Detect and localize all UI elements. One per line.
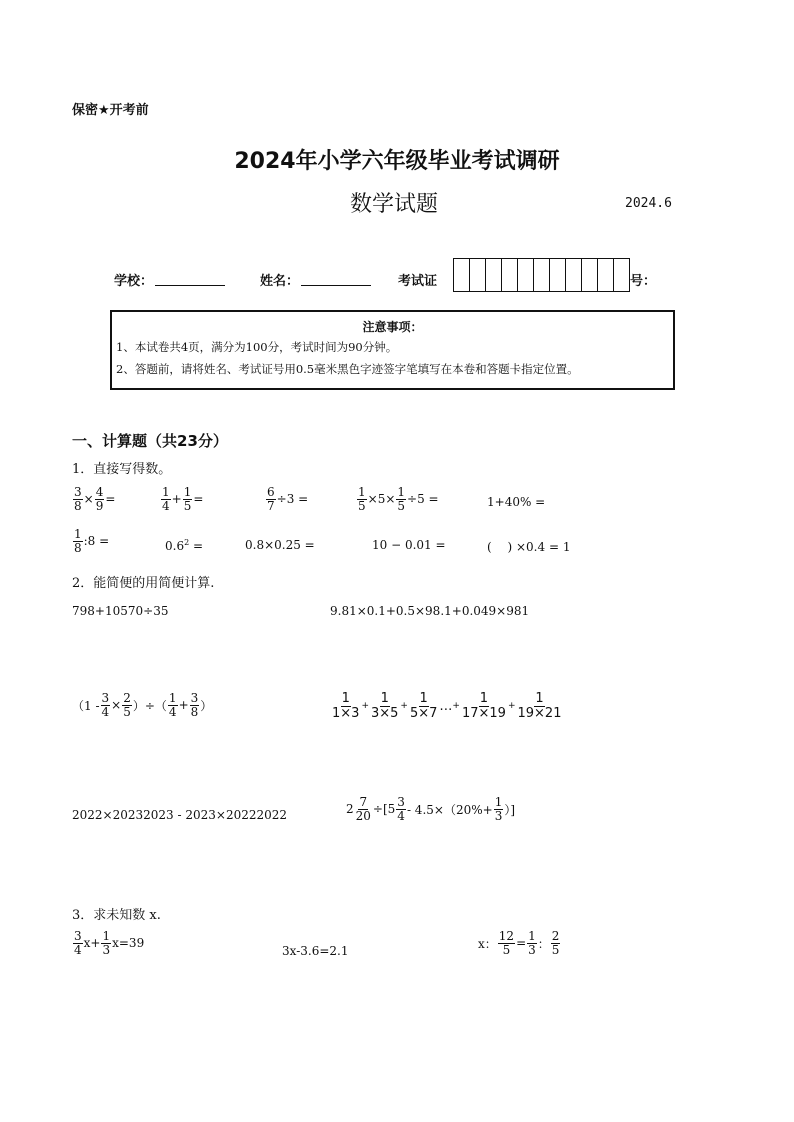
q2-problem-2: 9.81×0.1+0.5×98.1+0.049×981	[330, 604, 530, 618]
notice-line-2: 2、答题前，请将姓名、考试证号用0.5毫米黑色字迹签字笔填写在本卷和答题卡指定位置。	[116, 362, 579, 376]
fraction: $\frac{1}{3\times 5}$	[370, 691, 399, 721]
q2-problem-1: 798+10570÷35	[72, 604, 169, 618]
school-label: 学校：	[114, 274, 154, 289]
fraction: $\frac{1}{8}$	[74, 527, 82, 555]
exam-subtitle: 数学试题	[350, 192, 439, 217]
exam-id-label: 考试证	[398, 274, 438, 289]
fraction: $\frac{4}{9}$	[95, 485, 104, 513]
q2-problem-3: （1 - $\frac{3}{4}$ × $\frac{2}{5}$ ）÷（ $\frac{1}{4}$ + $\frac{3}{8}$ ）	[72, 691, 213, 719]
q3-equation-3: x： $\frac{12}{5}$ = $\frac{1}{3}$ ： $\frac{2}{5}$	[478, 929, 560, 957]
school-blank[interactable]	[155, 273, 225, 286]
fraction: $\frac{1}{4}$	[168, 691, 177, 719]
id-cell[interactable]	[486, 259, 502, 291]
q1-item-c: $\frac{6}{7}$ ÷3 =	[267, 485, 309, 513]
fraction: $\frac{6}{7}$	[267, 485, 275, 513]
id-cell[interactable]	[582, 259, 598, 291]
section-heading: 一、计算题（共23分）	[72, 432, 228, 450]
fraction: $\frac{2}{5}$	[123, 691, 131, 719]
name-label: 姓名：	[260, 274, 300, 289]
fraction: $\frac{1}{17\times 19}$	[461, 691, 506, 721]
q2-problem-4: $\frac{1}{1\times 3}$ + $\frac{1}{3\times 5}$ + $\frac{1}{5\times 7}$ … + $\frac{1}{17\times 19}$ + $\frac{1}{19\times 21}$	[332, 691, 562, 721]
fraction: $\frac{3}{4}$	[397, 795, 405, 823]
exam-title: 2024年小学六年级毕业考试调研	[234, 149, 560, 174]
name-blank[interactable]	[301, 273, 371, 286]
id-cell[interactable]	[550, 259, 566, 291]
fraction: $\frac{1}{5}$	[397, 485, 406, 513]
fraction: $\frac{1}{3}$	[528, 929, 536, 957]
q2-problem-5: 2022×20232023 - 2023×20222022	[72, 808, 288, 822]
q1-item-d: $\frac{1}{5}$ ×5× $\frac{1}{5}$ ÷5 =	[358, 485, 439, 513]
q3-equation-2: 3x-3.6=2.1	[282, 944, 349, 958]
q1-item-g: $0.6^2$ =	[165, 538, 204, 553]
question-2-title: 2．能简便的用简便计算.	[72, 576, 215, 591]
fraction: $\frac{1}{4}$	[162, 485, 170, 513]
id-cell[interactable]	[518, 259, 534, 291]
q1-item-b: $\frac{1}{4}$ + $\frac{1}{5}$ =	[162, 485, 204, 513]
q3-equation-1: $\frac{3}{4}$ x+ $\frac{1}{3}$ x=39	[74, 929, 145, 957]
fraction: $\frac{1}{3}$	[102, 929, 111, 957]
fraction: $\frac{3}{4}$	[74, 929, 82, 957]
notice-box	[110, 310, 675, 390]
id-cell[interactable]	[566, 259, 582, 291]
q1-item-j: ( ) ×0.4 = 1	[487, 540, 571, 554]
id-cell[interactable]	[470, 259, 486, 291]
id-cell[interactable]	[534, 259, 550, 291]
fraction: $\frac{1}{5}$	[183, 485, 192, 513]
fraction: $\frac{1}{19\times 21}$	[517, 691, 562, 721]
q1-item-h: 0.8×0.25 =	[245, 538, 315, 552]
q1-item-e: 1+40% =	[487, 495, 546, 509]
q1-item-f: $\frac{1}{8}$ :8 =	[74, 527, 110, 555]
school-field	[114, 270, 225, 289]
id-cell[interactable]	[598, 259, 614, 291]
number-label: 号：	[630, 274, 657, 289]
fraction: $\frac{3}{8}$	[190, 691, 199, 719]
id-cell[interactable]	[502, 259, 518, 291]
exam-id-boxes[interactable]	[453, 258, 630, 292]
q1-item-i: 10 − 0.01 =	[372, 538, 446, 552]
question-1-title: 1．直接写得数。	[72, 462, 172, 477]
id-cell[interactable]	[614, 259, 629, 291]
notice-line-1: 1、本试卷共4页，满分为100分，考试时间为90分钟。	[116, 340, 398, 354]
exam-date: 2024.6	[625, 196, 672, 211]
notice-title: 注意事项：	[362, 320, 423, 334]
fraction: $\frac{3}{4}$	[101, 691, 110, 719]
fraction: $\frac{1}{5}$	[358, 485, 366, 513]
q2-problem-6: 2 $\frac{7}{20}$ ÷[5 $\frac{3}{4}$ - 4.5×（20%+ $\frac{1}{3}$ ）]	[346, 795, 516, 823]
fraction: $\frac{3}{8}$	[74, 485, 82, 513]
fraction: $\frac{1}{3}$	[494, 795, 503, 823]
question-3-title: 3．求未知数 x.	[72, 908, 161, 923]
fraction: $\frac{1}{1\times 3}$	[332, 691, 360, 721]
fraction: $\frac{2}{5}$	[551, 929, 560, 957]
fraction: $\frac{12}{5}$	[498, 929, 515, 957]
name-field	[260, 270, 371, 289]
fraction: $\frac{1}{5\times 7}$	[409, 691, 438, 721]
confidential-label: 保密★开考前	[72, 103, 149, 118]
id-cell[interactable]	[454, 259, 470, 291]
fraction: $\frac{7}{20}$	[355, 795, 371, 823]
q1-item-a: $\frac{3}{8}$ × $\frac{4}{9}$ =	[74, 485, 116, 513]
